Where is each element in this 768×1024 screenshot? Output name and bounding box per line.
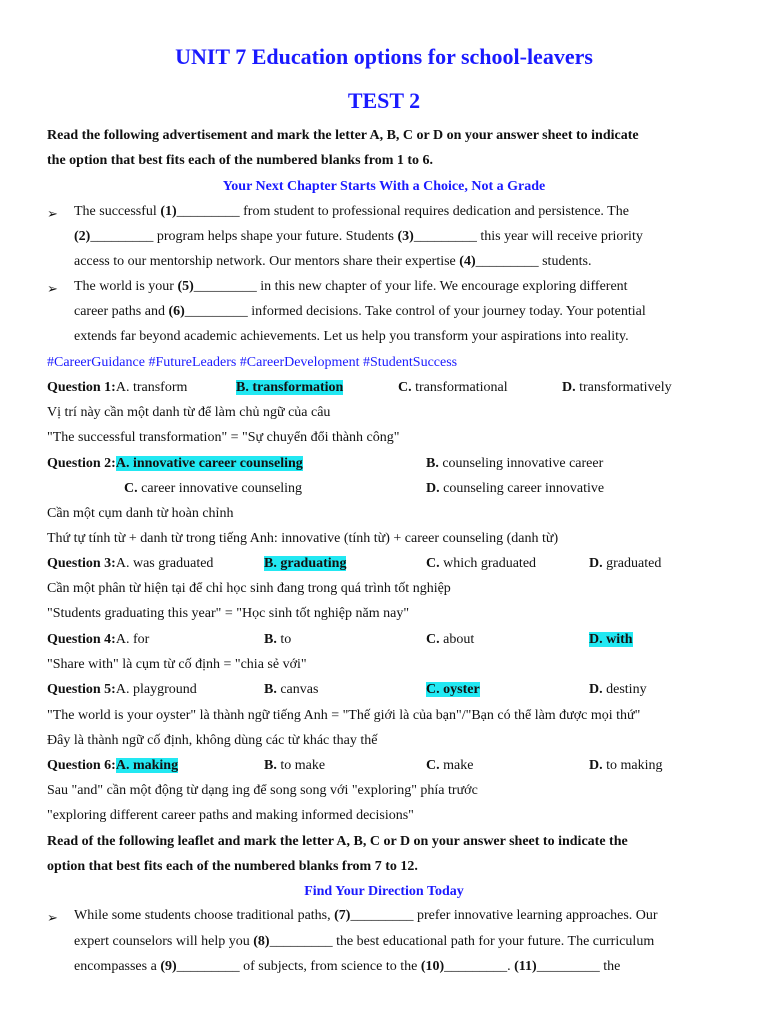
- question-4-explanation-1: "Share with" là cụm từ cố định = "chia sẻ với": [47, 657, 307, 672]
- question-5-option-c: C. oyster: [426, 682, 480, 697]
- question-6-explanation-2: "exploring different career paths and making informed decisions": [47, 808, 414, 823]
- question-3-option-c: C. which graduated: [426, 556, 537, 571]
- question-2-option-c: C. career innovative counseling: [124, 481, 303, 496]
- question-6: Question 6:A. making: [47, 758, 179, 773]
- question-2-option-d: D. counseling career innovative: [426, 481, 605, 496]
- passage-3-line-2: expert counselors will help you (8)_________ the best educational path for your future. The curriculum: [74, 934, 655, 949]
- question-5: Question 5:A. playground: [47, 682, 197, 697]
- question-6-option-d: D. to making: [589, 758, 663, 773]
- question-1-explanation-1: Vị trí này cần một danh từ để làm chủ ngữ của câu: [47, 405, 331, 420]
- advertisement-heading: Your Next Chapter Starts With a Choice, Not a Grade: [222, 179, 546, 194]
- passage-2-line-1: The world is your (5)_________ in this new chapter of your life. We encourage exploring different: [74, 279, 628, 294]
- unit-title: UNIT 7 Education options for school-leavers: [175, 44, 593, 69]
- question-5-explanation-2: Đây là thành ngữ cố định, không dùng các từ khác thay thế: [47, 733, 378, 748]
- question-1-option-b: B. transformation: [236, 380, 344, 395]
- arrow-bullet-icon: ➢: [47, 910, 58, 925]
- question-6-option-b: B. to make: [264, 758, 326, 773]
- test-title: TEST 2: [347, 88, 421, 113]
- question-3-explanation-2: "Students graduating this year" = "Học sinh tốt nghiệp năm nay": [47, 606, 410, 621]
- question-5-explanation-1: "The world is your oyster" là thành ngữ tiếng Anh = "Thế giới là của bạn"/"Bạn có thể làm được mọi thứ": [47, 708, 641, 723]
- question-2-explanation-2: Thứ tự tính từ + danh từ trong tiếng Anh: innovative (tính từ) + career counseling (danh từ): [47, 531, 559, 546]
- question-3-option-b: B. graduating: [264, 556, 347, 571]
- question-3-explanation-1: Cần một phân từ hiện tại để chỉ học sinh đang trong quá trình tốt nghiệp: [47, 581, 451, 596]
- passage-1-line-1: The successful (1)_________ from student to professional requires dedication and persistence. The: [74, 204, 629, 219]
- question-4-option-d: D. with: [589, 632, 633, 647]
- question-1-option-d: D. transformatively: [562, 380, 672, 395]
- question-4-option-b: B. to: [264, 632, 292, 647]
- question-3: Question 3:A. was graduated: [47, 556, 214, 571]
- passage-1-line-3: access to our mentorship network. Our mentors share their expertise (4)_________ students.: [74, 254, 592, 269]
- question-4: Question 4:A. for: [47, 632, 150, 647]
- passage-1-line-2: (2)_________ program helps shape your future. Students (3)_________ this year will receive priority: [74, 229, 643, 244]
- question-5-option-d: D. destiny: [589, 682, 647, 697]
- question-2-explanation-1: Cần một cụm danh từ hoàn chỉnh: [47, 506, 234, 521]
- passage-2-line-2: career paths and (6)_________ informed decisions. Take control of your journey today. Your potential: [74, 304, 646, 319]
- arrow-bullet-icon: ➢: [47, 281, 58, 296]
- instruction-2-line-1: Read of the following leaflet and mark the letter A, B, C or D on your answer sheet to indicate the: [47, 834, 628, 849]
- hashtags: #CareerGuidance #FutureLeaders #CareerDevelopment #StudentSuccess: [47, 355, 458, 370]
- passage-3-line-1: While some students choose traditional paths, (7)_________ prefer innovative learning approaches. Our: [74, 908, 658, 923]
- instruction-2-line-2: option that best fits each of the numbered blanks from 7 to 12.: [47, 859, 418, 874]
- passage-3-line-3: encompasses a (9)_________ of subjects, from science to the (10)_________. (11)_________ the: [74, 959, 621, 974]
- question-1-explanation-2: "The successful transformation" = "Sự chuyển đổi thành công": [47, 430, 400, 445]
- question-6-explanation-1: Sau "and" cần một động từ dạng ing để song song với "exploring" phía trước: [47, 783, 478, 798]
- passage-2-line-3: extends far beyond academic achievements. Let us help you transform your aspirations into reality.: [74, 329, 629, 344]
- leaflet-heading: Find Your Direction Today: [304, 884, 464, 899]
- question-1-option-c: C. transformational: [398, 380, 508, 395]
- question-6-option-c: C. make: [426, 758, 474, 773]
- arrow-bullet-icon: ➢: [47, 206, 58, 221]
- instruction-1-line-2: the option that best fits each of the numbered blanks from 1 to 6.: [47, 153, 434, 168]
- question-1: Question 1:A. transform: [47, 380, 188, 395]
- question-2: Question 2:A. innovative career counseling: [47, 456, 303, 471]
- question-4-option-c: C. about: [426, 632, 475, 647]
- question-2-option-b: B. counseling innovative career: [426, 456, 604, 471]
- question-3-option-d: D. graduated: [589, 556, 662, 571]
- question-5-option-b: B. canvas: [264, 682, 319, 697]
- instruction-1-line-1: Read the following advertisement and mark the letter A, B, C or D on your answer sheet to indicate: [47, 128, 639, 143]
